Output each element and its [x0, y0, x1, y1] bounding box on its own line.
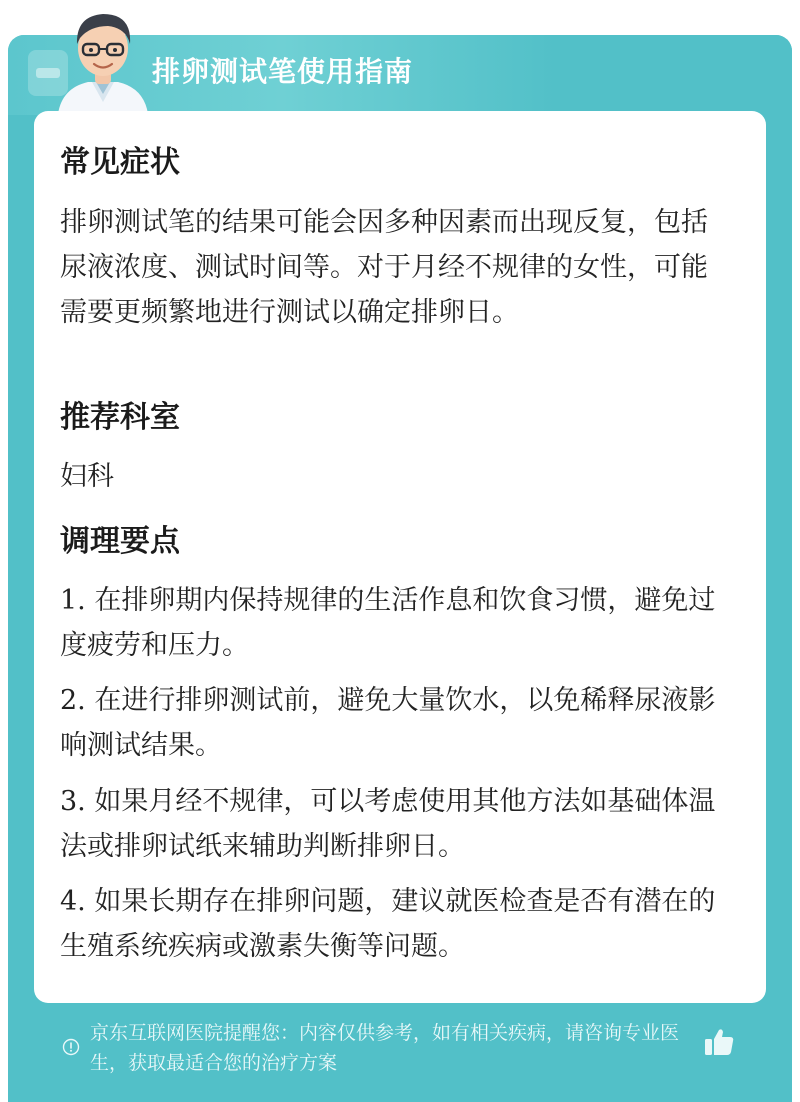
- care-item-3: 3. 如果月经不规律，可以考虑使用其他方法如基础体温法或排卵试纸来辅助判断排卵日。: [60, 786, 716, 862]
- department-body: 妇科: [60, 461, 114, 492]
- footer-notice: [62, 1018, 742, 1080]
- care-title: 调理要点: [60, 524, 180, 559]
- footer-text: 京东互联网医院提醒您：内容仅供参考，如有相关疾病，请咨询专业医生，获取最适合您的治疗方案: [90, 1022, 680, 1074]
- page-title: 排卵测试笔使用指南: [152, 55, 414, 88]
- info-circle-icon: [62, 1038, 80, 1056]
- symptoms-body: 排卵测试笔的结果可能会因多种因素而出现反复，包括尿液浓度、测试时间等。对于月经不规律的女性，可能需要更频繁地进行测试以确定排卵日。: [60, 207, 708, 328]
- care-item-1: 1. 在排卵期内保持规律的生活作息和饮食习惯，避免过度疲劳和压力。: [60, 585, 716, 661]
- department-title: 推荐科室: [60, 400, 180, 435]
- thumbs-up-icon[interactable]: [702, 1025, 736, 1059]
- care-item-4: 4. 如果长期存在排卵问题，建议就医检查是否有潜在的生殖系统疾病或激素失衡等问题。: [60, 886, 716, 962]
- doctor-avatar: [48, 4, 158, 114]
- care-item-2: 2. 在进行排卵测试前，避免大量饮水，以免稀释尿液影响测试结果。: [60, 685, 716, 761]
- symptoms-title: 常见症状: [60, 145, 180, 180]
